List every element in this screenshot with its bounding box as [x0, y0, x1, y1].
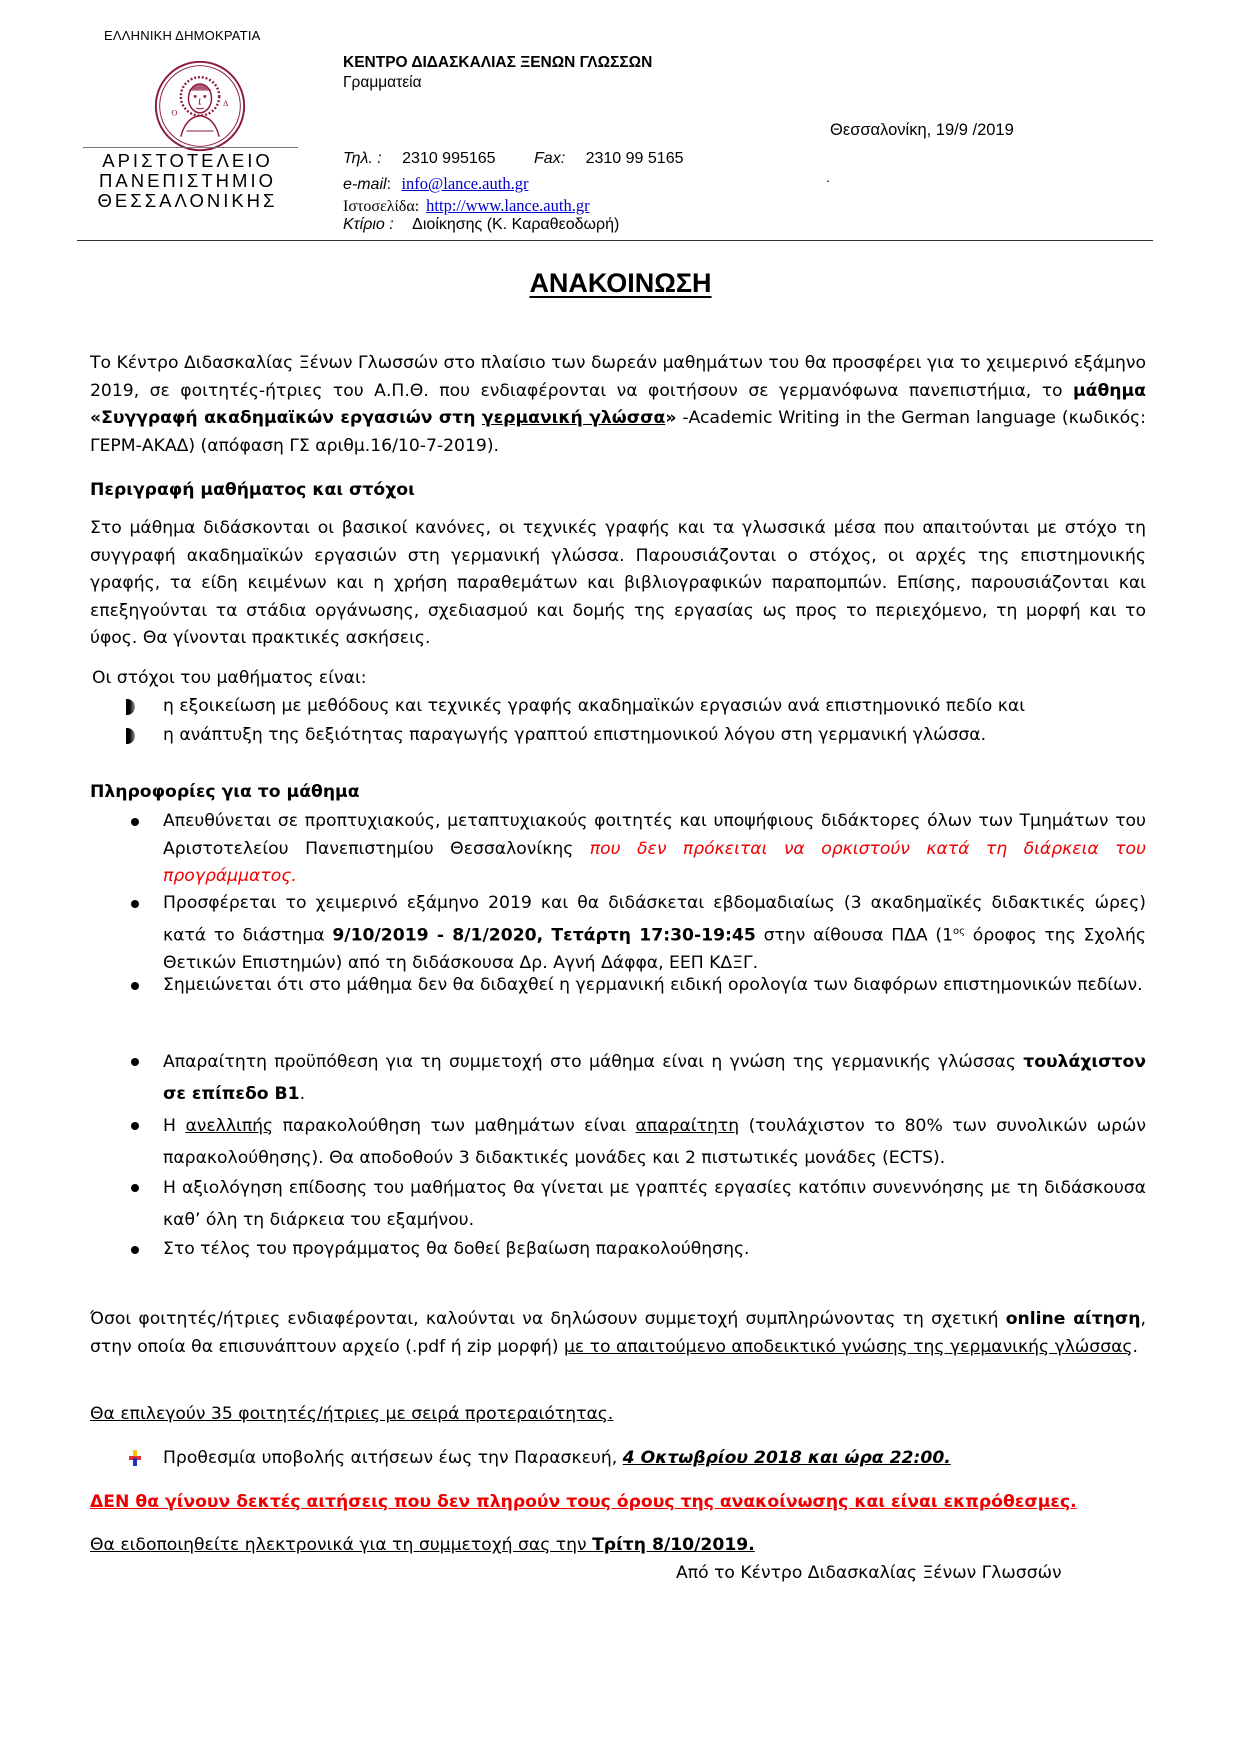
- university-seal-icon: [152, 58, 248, 154]
- building-value: Διοίκησης (Κ. Καραθεοδωρή): [412, 216, 620, 233]
- info-text: Η αξιολόγηση επίδοσης του μαθήματος θα γίνεται με γραπτές εργασίες κατόπιν συνεννόησης με τη διδάσκουσα καθ’ όλη τη διάρκεια του εξαμήνου.: [163, 1178, 1146, 1230]
- info-item-attendance: [163, 1110, 1146, 1174]
- bullet-icon: [131, 818, 139, 826]
- info-warning-text: που δεν πρόκειται να ορκιστούν κατά τη διάρκεια του προγράμματος.: [163, 838, 1146, 886]
- online-application: online αίτηση: [1005, 1309, 1141, 1329]
- signature: Από το Κέντρο Διδασκαλίας Ξένων Γλωσσών: [676, 1563, 1062, 1583]
- university-name: [80, 151, 295, 211]
- goal-text: η ανάπτυξη της δεξιότητας παραγωγής γραπτού επιστημονικού λόγου στη γερμανική γλώσσα.: [163, 725, 987, 745]
- info-text: Απαραίτητη προϋπόθεση για τη συμμετοχή στο μάθημα είναι η γνώση της γερμανικής γλώσσας: [163, 1052, 1024, 1072]
- contact-email-row: [343, 174, 528, 194]
- course-language: γερμανική γλώσσα: [481, 408, 666, 428]
- email-label: e-mail: [343, 176, 387, 193]
- document-date: Θεσσαλονίκη, 19/9 /2019: [830, 121, 1014, 139]
- cross-bullet-icon: [127, 1450, 143, 1466]
- info-text: Προσφέρεται το χειμερινό εξάμηνο 2019 και θα διδάσκεται εβδομαδιαίως (3 ακαδημαϊκές διδακτικές ώρες) κατά το διάστημα: [163, 893, 1146, 946]
- fax-label: Fax:: [534, 150, 566, 167]
- deadline-date: 4 Οκτωβρίου 2018 και ώρα 22:00.: [622, 1448, 951, 1468]
- goals-lead: Οι στόχοι του μαθήματος είναι:: [92, 668, 367, 688]
- fax-value: 2310 99 5165: [585, 150, 684, 167]
- bullet-icon: [131, 1246, 139, 1254]
- info-item-prerequisite: [163, 1046, 1146, 1110]
- description-paragraph: Στο μάθημα διδάσκονται οι βασικοί κανόνες, οι τεχνικές γραφής και τα γλωσσικά μέσα που απαιτούνται με στόχο τη συγγραφή ακαδημαϊκών εργασιών στη γερμανική γλώσσα. Παρουσιάζονται ο στόχος, οι αρχές της επιστημονικής γραφής, τα είδη κειμένων και η χρήση παραθεμάτων και βιβλιογραφικών παραπομπών. Επίσης, παρουσιάζονται και επεξηγούνται τα στάδια οργάνωσης, σχεδιασμού και δομής της εργασίας ως προς το περιεχόμενο, τη μορφή και το ύφος. Θα γίνονται πρακτικές ασκήσεις.: [90, 518, 1146, 648]
- university-line: ΑΡΙΣΤΟΤΕΛΕΙΟ: [102, 150, 273, 171]
- arrow-bullet-icon: [126, 699, 135, 715]
- email-link[interactable]: info@lance.auth.gr: [401, 174, 529, 193]
- goal-item: [163, 696, 1025, 716]
- course-quote-close: »: [665, 408, 677, 428]
- selection-note: Θα επιλεγούν 35 φοιτητές/ήτριες με σειρά προτεραιότητας.: [90, 1404, 614, 1424]
- notification-date: Τρίτη 8/10/2019.: [592, 1535, 755, 1555]
- info-text: (τουλάχιστον το 80% των συνολικών ωρών παρακολούθησης). Θα αποδοθούν 3 διδακτικές μονάδες και 2 πιστωτικές μονάδες (ECTS).: [163, 1116, 1147, 1168]
- info-item-assessment: [163, 1172, 1146, 1236]
- department-label: Γραμματεία: [343, 74, 422, 91]
- bullet-icon: [131, 1058, 139, 1066]
- info-text: στην αίθουσα ΠΔΑ (1: [755, 925, 954, 946]
- header-divider: [77, 240, 1153, 241]
- phone-label: Τηλ. :: [343, 150, 382, 167]
- notification-text: Θα ειδοποιηθείτε ηλεκτρονικά για τη συμμετοχή σας την: [90, 1535, 593, 1555]
- info-text: .: [299, 1084, 306, 1104]
- description-heading: Περιγραφή μαθήματος και στόχοι: [90, 480, 415, 500]
- university-line: ΘΕΣΣΑΛΟΝΙΚΗΣ: [97, 190, 278, 211]
- university-line: ΠΑΝΕΠΙΣΤΗΜΙΟ: [99, 170, 276, 191]
- website-label: Ιστοσελίδα:: [343, 198, 420, 215]
- bullet-icon: [131, 1184, 139, 1192]
- info-text: παρακολούθηση των μαθημάτων είναι: [273, 1116, 636, 1136]
- required-proof: με το απαιτούμενο αποδεικτικό γνώσης της γερμανικής γλώσσας: [563, 1336, 1133, 1357]
- intro-text-end: -Academic Writing in the German language (κωδικός: ΓΕΡΜ-ΑΚΑΔ) (απόφαση ΓΣ αριθμ.16/10-7-2019).: [90, 408, 1146, 456]
- info-item-certificate: [163, 1236, 1146, 1264]
- info-text: Στο τέλος του προγράμματος θα δοθεί βεβαίωση παρακολούθησης.: [163, 1239, 750, 1259]
- rejection-warning: ΔΕΝ θα γίνουν δεκτές αιτήσεις που δεν πληρούν τους όρους της ανακοίνωσης και είναι εκπρόθεσμες.: [90, 1492, 1077, 1512]
- schedule-dates: 9/10/2019 - 8/1/2020, Τετάρτη 17:30-19:45: [332, 925, 756, 946]
- info-text: Σημειώνεται ότι στο μάθημα δεν θα διδαχθεί η γερμανική ειδική ορολογία των διαφόρων επιστημονικών πεδίων.: [163, 975, 1143, 995]
- intro-paragraph: [90, 350, 1146, 460]
- info-item-audience: [163, 808, 1146, 891]
- svg-text:Δ: Δ: [223, 99, 229, 108]
- info-item-schedule: [163, 890, 1146, 977]
- phone-value: 2310 995165: [402, 150, 496, 167]
- ordinal-suffix: ος: [953, 925, 966, 937]
- email-separator: :: [386, 176, 392, 193]
- goal-item: [163, 725, 986, 745]
- center-name: ΚΕΝΤΡΟ ΔΙΔΑΣΚΑΛΙΑΣ ΞΕΝΩΝ ΓΛΩΣΣΩΝ: [343, 54, 653, 71]
- info-text: Απευθύνεται σε προπτυχιακούς, μεταπτυχιακούς φοιτητές και υποψήφιους διδάκτορες όλων των Τμημάτων του Αριστοτελείου Πανεπιστημίου Θεσσαλονίκης: [163, 811, 1146, 859]
- website-link[interactable]: http://www.lance.auth.gr: [426, 196, 590, 215]
- info-heading: Πληροφορίες για το μάθημα: [90, 782, 360, 802]
- course-name: μάθημα «Συγγραφή ακαδημαϊκών εργασιών στη: [90, 380, 1146, 428]
- deadline-item: [163, 1448, 951, 1468]
- application-paragraph: [90, 1306, 1146, 1361]
- republic-label: ΕΛΛΗΝΙΚΗ ΔΗΜΟΚΡΑΤΙΑ: [104, 28, 261, 43]
- bullet-icon: [131, 982, 139, 990]
- building-label: Κτίριο :: [343, 216, 394, 233]
- svg-text:Ο: Ο: [171, 108, 178, 118]
- info-text: όροφος της Σχολής Θετικών Επιστημών) από τη διδάσκουσα Δρ. Αγνή Δάφφα, ΕΕΠ ΚΔΞΓ.: [163, 925, 1146, 973]
- apply-text: Όσοι φοιτητές/ήτριες ενδιαφέρονται, καλούνται να δηλώσουν συμμετοχή συμπληρώνοντας τη σχετική: [90, 1309, 1006, 1329]
- contact-website-row: [343, 196, 590, 216]
- language-level: τουλάχιστον σε επίπεδο B1: [163, 1052, 1146, 1104]
- arrow-bullet-icon: [126, 728, 135, 744]
- bullet-icon: [131, 1122, 139, 1130]
- apply-text: .: [1132, 1336, 1138, 1357]
- notification-note: [90, 1535, 755, 1555]
- bullet-icon: [131, 900, 139, 908]
- stray-dot: .: [826, 169, 830, 185]
- info-text: Η: [163, 1116, 186, 1136]
- goal-text: η εξοικείωση με μεθόδους και τεχνικές γραφής ακαδημαϊκών εργασιών ανά επιστημονικό πεδίο και: [163, 696, 1026, 716]
- contact-phone-row: [343, 150, 683, 168]
- intro-text: Το Κέντρο Διδασκαλίας Ξένων Γλωσσών στο πλαίσιο των δωρεάν μαθημάτων του θα προσφέρει για το χειμερινό εξάμηνο 2019, σε φοιτητές-ήτριες του Α.Π.Θ. που ενδιαφέρονται να φοιτήσουν σε γερμανόφωνα πανεπιστήμια, το: [90, 353, 1146, 401]
- header-left-divider: [83, 147, 298, 148]
- info-emphasis: ανελλιπής: [185, 1116, 274, 1136]
- apply-text: , στην οποία θα επισυνάπτουν αρχείο (.pdf ή zip μορφή): [90, 1309, 1146, 1357]
- contact-building-row: [343, 216, 619, 234]
- page-title: ΑΝΑΚΟΙΝΩΣΗ: [529, 268, 712, 298]
- info-emphasis: απαραίτητη: [635, 1116, 740, 1136]
- deadline-text: Προθεσμία υποβολής αιτήσεων έως την Παρασκευή,: [163, 1448, 623, 1468]
- info-item-terminology: [163, 972, 1146, 1000]
